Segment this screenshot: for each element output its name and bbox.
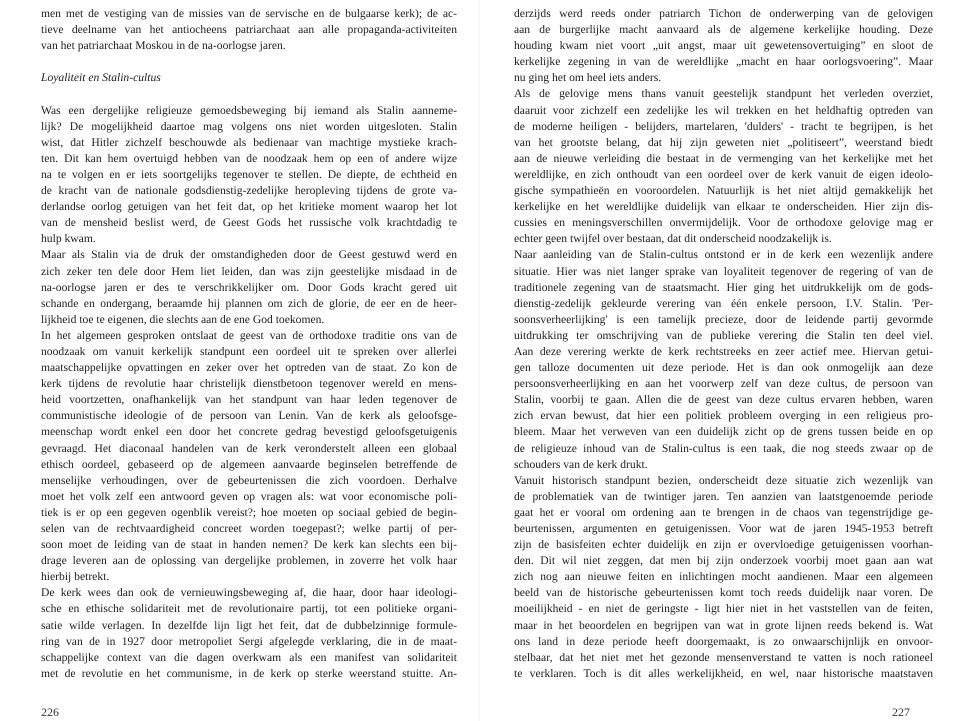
section-heading: Loyaliteit en Stalin-cultus [41,71,161,85]
text-line: communistische ideologie of de persoon van Lenin. Van de kerk als geloofsge- [41,409,457,423]
text-line: beurtenissen, argumenten en getuigenissen. Voor wat de jaren 1945-1953 betreft [514,522,933,535]
text-line: bleem. Maar het verweven van een duidelijk zicht op de grens tussen beide en op [514,425,933,439]
text-line: kerk tijdens de revolutie haar christelijk dienstbetoon tegenover wereld en mens- [41,377,457,391]
text-line: soonsverheerlijking' is een tamelijk precieze, door de leidende partij gevormde [514,312,933,326]
text-line: te verklaren. Toch is dit alles werkelijkheid, en wel, naar historische maatstaven [514,666,933,680]
text-line: ons land in deze periode heeft doorgemaakt, is zo onwaarschijnlijk en onvoor- [514,634,933,648]
spacer [41,86,457,102]
text-line: gaat het er vooral om ordening aan te brengen in de chaos van tegenstrijdige ge- [514,505,933,519]
text-line: derlandse oorlog getuigen van het feit dat, op het kritieke moment waarop het lot [41,200,457,214]
text-line: ring van de in 1927 door metropoliet Sergi afgelegde verklaring, die in de maat- [41,634,457,648]
text-line: moeilijkheid - en niet de geringste - ligt hier niet in het vaststellen van de feiten, [514,602,933,616]
text-line: Maar als Stalin via de druk der omstandigheden door de Geest gestuwd werd en [41,248,457,262]
text-line: wist, dat Hitler zichzelf beschouwde als bedienaar van machtige mystieke krach- [41,135,457,149]
text-line: de problematiek van de twintiger jaren. Ten aanzien van laatstgenoemde periode [514,489,933,503]
text-line: Als de gelovige mens thans vanuit geestelijk standpunt het verleden overziet, [514,87,933,101]
text-line: stelbaar, dat het niet met het gezonde mensenverstand te vatten is noch rationeel [514,650,933,664]
text-line: beeld van de historische gebeurtenissen komt toch reeds duidelijk naar voren. De [514,586,933,600]
text-line: hulp kwam. [41,232,96,246]
text-line: schappelijke context van die dagen overkwam als een manifest van solidariteit [41,650,457,664]
text-line: persoonsverheerlijking en aan het voorwerp zelf van deze cultus, de persoon van [514,377,933,391]
text-line: drage leveren aan de oplossing van dergelijke problemen, in zoverre het volk haar [41,554,457,568]
right-text-column [514,6,933,682]
text-line: lijkheid toe te eigenen, die slechts aan de ene God toekomen. [41,312,325,326]
text-line: van het grootste belang, dat hij zijn geweten niet „politiseert”, weerstand biedt [514,135,933,149]
text-line: maar in het beoordelen en begrijpen van wat in grote lijnen reeds bekend is. Wat [514,618,933,632]
text-line: heid voortzetten, onafhankelijk van het standpunt van haar leden tegenover de [41,393,457,407]
text-line: van de mensheid beslist werd, de Geest Gods het russische volk krachtdadig te [41,216,457,230]
text-line: zich nog aan nieuwe feiten en inlichtingen mocht aandienen. Maar een algemeen [514,570,933,584]
text-line: nu ging het om heel iets anders. [514,71,662,85]
page-number-right: 227 [892,705,910,719]
left-body-text [41,103,457,682]
text-line: aan de burgerlijke macht aanvaard als de algemene kerkelijke houding. Deze [514,23,933,37]
text-line: na te volgen en er iets soortgelijks tegenover te stellen. De diepte, de echtheid en [41,167,457,181]
text-line: sche en ethische solidariteit met de revolutionaire partij, tot een politieke organi- [41,602,457,616]
text-line: gevraagd. Het diaconaal handelen van de kerk veronderstelt alleen een globaal [41,441,457,455]
page-number-left: 226 [41,705,59,719]
text-line: hierbij betrekt. [41,570,110,584]
text-line: derzijds werd reeds onder patriarch Tichon de onderwerping van de gelovigen [514,7,933,20]
text-line: selen van de rechtvaardigheid concreet worden toegepast?; welke partij of per- [41,522,457,535]
text-line: houding kwam niet voort „uit angst, maar uit gewetensovertuiging” en sloot de [514,39,933,53]
text-line: Vanuit historisch standpunt bezien, onderscheidt deze situatie zich wezenlijk van [514,473,933,487]
text-line: echter geen twijfel over bestaan, dat dit onderscheid noodzakelijk is. [514,232,832,246]
text-line: cussies en meningsverschillen onvermijdelijk. Voor de orthodoxe gelovige mag er [514,216,933,230]
left-text-column [41,6,457,682]
text-line: De kerk wees dan ook de vernieuwingsbeweging af, die haar, door haar ideologi- [41,586,457,600]
text-line: men met de vestiging van de missies van de servische en de bulgaarse kerk); de ac- [41,7,457,20]
text-line: van het patriarchaat Moskou in de na-oorlogse jaren. [41,39,286,53]
text-line: soon moet de leiding van de staat in handen nemen? De kerk kan slechts een bij- [41,538,457,552]
text-line: Was een dergelijke religieuze gemoedsbeweging bij iemand als Stalin aanneme- [41,103,457,117]
text-line: Naar aanleiding van de Stalin-cultus ontstond er in de kerk een wezenlijk andere [514,248,933,262]
text-line: zich zeker ten dele door Hem liet leiden, dan was zijn geestelijke misdaad in de [41,264,457,278]
text-line: schande en ondergang, beraamde hij plannen om zich de glorie, de eer en de heer- [41,296,457,310]
text-line: situatie. Hier was niet langer sprake van loyaliteit tegenover de regering of van de [514,264,933,278]
text-line: meenschap wordt enkel een door het concrete gedrag bevestigd geloofsgetuigenis [41,425,457,439]
text-line: gische sympathieën en vooroordelen. Natuurlijk is het niet altijd gemakkelijk het [514,184,933,198]
text-line: de moderne heiligen - belijders, martelaren, 'dulders' - tracht te begrijpen, is het [514,119,933,133]
text-line: aan de nieuwe verleiding die bestaat in de vermenging van het kerkelijke met het [514,151,933,165]
text-line: menselijke verhoudingen, over de gebeurtenissen die zich voordoen. Derhalve [41,473,457,487]
text-line: de religieuze inhoud van de Stalin-cultus is een taak, die nog steeds zwaar op de [514,441,933,455]
text-line: wereldlijke, en zich onthoudt van een oordeel over de kerk vanuit de eigen ideolo- [514,167,933,181]
text-line: schouders van de kerk drukt. [514,457,648,471]
text-line: gen talloze documenten uit deze periode. Het is dan ook onmogelijk aan deze [514,361,933,375]
text-line: traditionele zegening van de staatsmacht. Hier ging het uitdrukkelijk om de gods- [514,280,933,294]
text-line: Stalin, voorbij te gaan. Allen die de geest van deze cultus ervaren hebben, waren [514,393,933,407]
text-line: den. Dit wil niet zeggen, dat men bij zijn onderzoek voorbij moet gaan aan wat [514,554,933,568]
text-line: zich ervan bewust, dat hier een politiek probleem overging in een religieus pro- [514,409,933,423]
text-line: kerkelijke en het wereldlijke duidelijk van elkaar te onderscheiden. Hier zijn dis- [514,200,933,214]
text-line: In het algemeen gesproken ontslaat de geest van de orthodoxe traditie ons van de [41,328,457,342]
text-line: satie wilde verlagen. In dezelfde lijn ligt het feit, dat de dubbelzinnige formule- [41,618,457,632]
text-line: Aan deze verering werkte de kerk rechtstreeks en zeer actief mee. Hiervan getui- [514,344,933,358]
right-body-text [514,6,933,682]
text-line: na-oorlogse jaren er des te verschrikkelijker om. Door Gods kracht gered uit [41,280,457,294]
text-line: ethisch oordeel, gebaseerd op de algemeen aanvaarde beginselen betreffende de [41,457,457,471]
text-line: lijk? De mogelijkheid daartoe mag volgens ons niet worden uitgesloten. Stalin [41,119,457,133]
text-line: de kracht van de nationale godsdienstig-zedelijke heropleving tijdens de grote va- [41,184,457,198]
text-line: zijn de basisfeiten echter duidelijk en zijn er overvloedige getuigenissen voorhan- [514,538,933,552]
text-line: maatschappelijke opvattingen en zeker over het optreden van de staat. Zo kon de [41,361,457,375]
spacer [41,54,457,70]
text-line: noodzaak om vanuit kerkelijk standpunt een oordeel uit te spreken over allerlei [41,344,457,358]
text-line: ten. Dit kan hem overtuigd hebben van de noodzaak hem op een of andere wijze [41,151,457,165]
text-line: moet het volk zelf een antwoord geven op vragen als: wat voor economische poli- [41,489,457,503]
text-line: dienstig-zedelijk gekleurde verering van één enkele persoon, I.V. Stalin. 'Per- [514,296,933,310]
right-page [480,0,959,721]
text-line: daaruit voor zichzelf een zedelijke les wil trekken en het heldhaftig optreden van [514,103,933,117]
text-line: met de revolutie en het communisme, in de kerk op sterke weerstand stuitte. An- [41,666,457,680]
text-line: tieve deelname van het antiocheens patriarchaat aan alle propaganda-activiteiten [41,23,457,37]
text-line: kerkelijke zegening in van de wereldlijke „macht en haar oorlogsvoering”. Maar [514,55,933,69]
intro-paragraph [41,6,457,54]
text-line: tiek is er op een gegeven ogenblik vereist?; hoe moeten op sociaal gebied de begin- [41,505,457,519]
text-line: uitdrukking ter omschrijving van de publieke verering die Stalin ten deel viel. [514,328,933,342]
